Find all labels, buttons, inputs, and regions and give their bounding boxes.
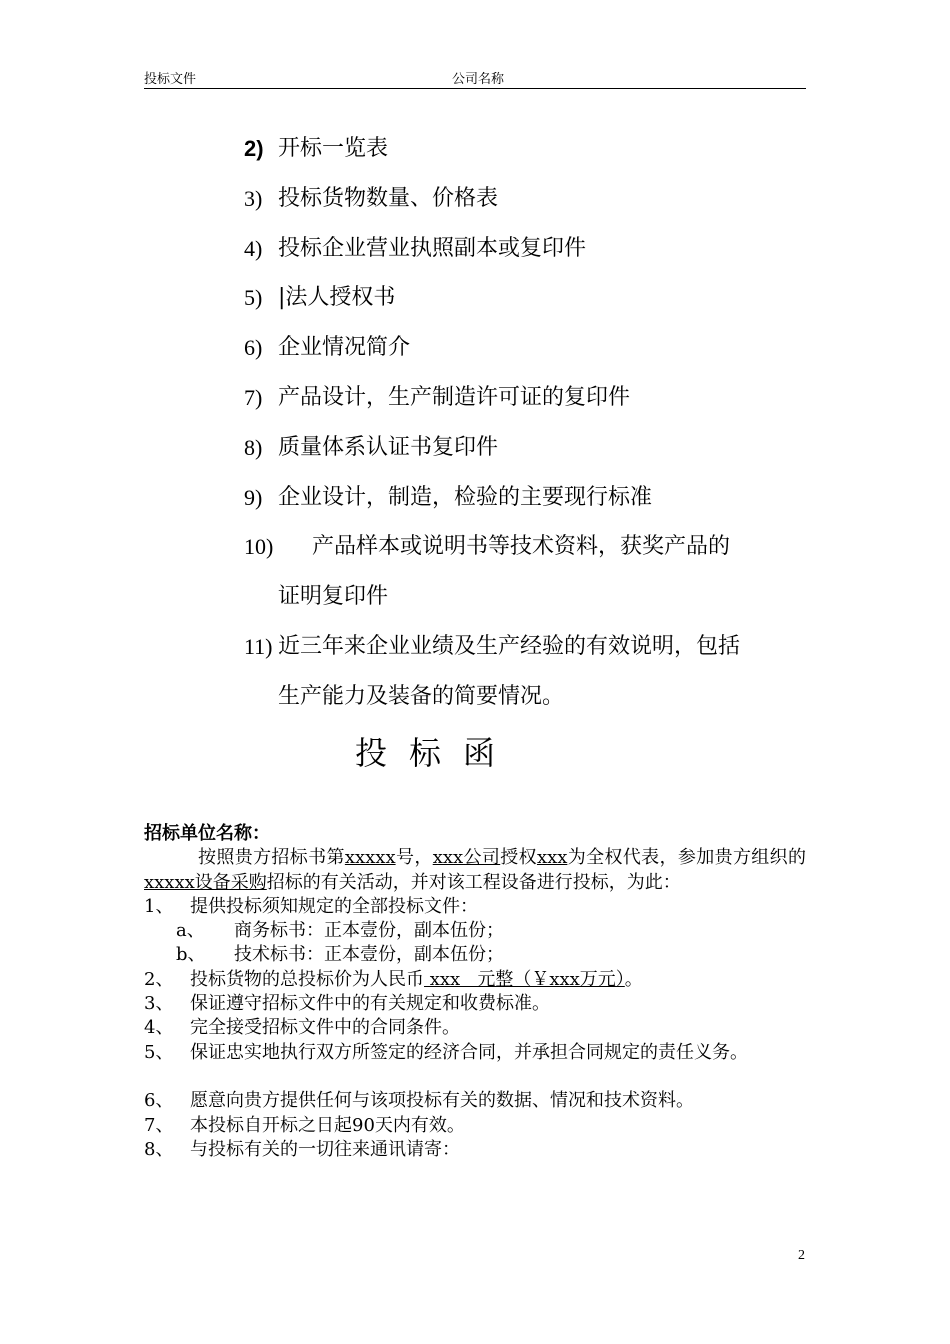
- list-item-continuation: [244, 572, 806, 622]
- list-item-number: 4): [244, 235, 263, 261]
- list-item-text: 企业设计，制造，检验的主要现行标准: [278, 484, 653, 510]
- bid-letter: [144, 822, 806, 1162]
- header-doc-type: 投标文件: [144, 72, 197, 87]
- list-item: [244, 273, 806, 323]
- header-company-name: 公司名称: [452, 72, 505, 87]
- list-item-number: 10): [244, 534, 274, 560]
- list-item-text: 证明复印件: [278, 584, 389, 610]
- list-item-number: 8): [244, 434, 263, 460]
- intro-paragraph: 按照贵方招标书第xxxxx号，xxx公司授权xxx为全权代表，参加贵方组织的xxxxx设备采购招标的有关活动，并对该工程设备进行投标，为此：: [144, 847, 807, 893]
- list-item: [244, 473, 806, 523]
- list-item-number: 6): [244, 335, 263, 361]
- bid-price-field: xxx 元整（￥xxx万元）: [424, 968, 625, 990]
- clause-item: 1、 提供投标须知规定的全部投标文件：: [144, 895, 478, 917]
- clause-item: 8、 与投标有关的一切往来通讯请寄：: [144, 1138, 460, 1160]
- list-item-text: 产品设计，生产制造许可证的复印件: [278, 384, 631, 410]
- list-item: [244, 522, 806, 572]
- clause-item: 5、 保证忠实地执行双方所签定的经济合同，并承担合同规定的责任义务。: [144, 1041, 748, 1063]
- clause-subitem: b、 技术标书：正本壹份，副本伍份；: [176, 944, 504, 966]
- list-item-text: 质量体系认证书复印件: [278, 434, 499, 460]
- list-item-number: 3): [244, 185, 263, 211]
- page-header: [144, 68, 806, 89]
- project-field: xxxxx设备采购: [144, 871, 267, 893]
- list-item-continuation: [244, 672, 806, 722]
- representative-field: xxx: [536, 847, 568, 869]
- clause-item: 2、 投标货物的总投标价为人民币 xxx 元整（￥xxx万元）。: [144, 968, 643, 990]
- list-item-number: 7): [244, 384, 263, 410]
- list-item-text: 生产能力及装备的简要情况。: [278, 683, 565, 709]
- list-item-text: 近三年来企业业绩及生产经验的有效说明，包括: [278, 633, 741, 659]
- list-item-text: 企业情况简介: [278, 335, 411, 361]
- clause-item: 3、 保证遵守招标文件中的有关规定和收费标准。: [144, 993, 550, 1015]
- list-item: [244, 224, 806, 274]
- list-item: [244, 622, 806, 672]
- list-item-number: 9): [244, 484, 263, 510]
- list-item-number: 2): [244, 136, 264, 161]
- list-item-text: 开标一览表: [278, 136, 389, 161]
- recipient-label: 招标单位名称：: [144, 823, 270, 844]
- clause-item: 7、 本投标自开标之日起90天内有效。: [144, 1114, 465, 1136]
- list-item-number: 5): [244, 285, 263, 311]
- tender-number-field: xxxxx: [344, 847, 396, 869]
- clause-item: 4、 完全接受招标文件中的合同条件。: [144, 1017, 460, 1039]
- list-item: [244, 423, 806, 473]
- page-number: 2: [798, 1248, 805, 1263]
- clause-subitem: a、 商务标书：正本壹份，副本伍份；: [176, 920, 504, 942]
- company-field: xxx公司: [432, 847, 501, 869]
- list-item-text: 投标货物数量、价格表: [278, 185, 499, 211]
- section-title: 投标函: [355, 734, 518, 772]
- clause-item: 6、 愿意向贵方提供任何与该项投标有关的数据、情况和技术资料。: [144, 1090, 694, 1112]
- list-item-text: 产品样本或说明书等技术资料，获奖产品的: [312, 534, 731, 560]
- list-item-text: 投标企业营业执照副本或复印件: [278, 235, 587, 261]
- list-item: [244, 174, 806, 224]
- list-item: [244, 373, 806, 423]
- list-item: [244, 323, 806, 373]
- list-item-number: 11): [244, 633, 273, 659]
- document-checklist: [244, 124, 806, 722]
- list-item: [244, 124, 806, 174]
- list-item-text: |法人授权书: [278, 285, 396, 311]
